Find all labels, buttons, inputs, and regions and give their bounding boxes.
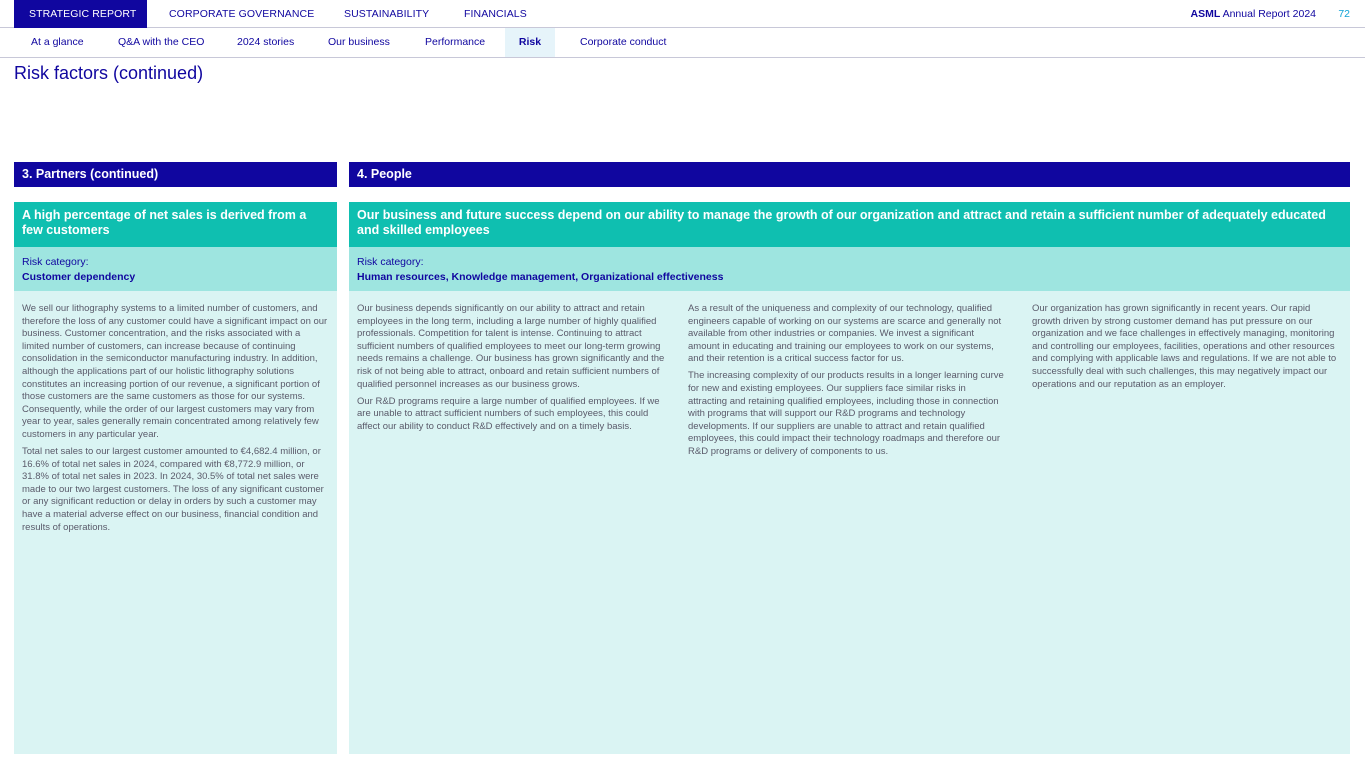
risk-card-customers (14, 202, 337, 754)
brand-suffix: Annual Report 2024 (1222, 8, 1316, 20)
subnav-at-a-glance[interactable]: At a glance (31, 36, 84, 48)
risk-category-value: Customer dependency (22, 271, 136, 283)
paragraph: Total net sales to our largest customer amounted to €4,682.4 million, or 16.6% of total net sales in 2024, compared with €8,772.9 million, or 31.8% of total net sales in 2023. In 2024, 30.5% of total net sales were made to our two largest customers. The loss of any significant customer or any significant reduction or delay in orders by such a customer may have a material adverse effect on our business, financial condition and results of operations. (22, 446, 324, 533)
paragraph: The increasing complexity of our products results in a longer learning curve for new and existing employees. Our suppliers face similar risks in attracting and retaining qualified employees, including those in connection with programs that will support our R&D programs and technology developments. If our suppliers are unable to attract and retain qualified employees, this could impact their technology roadmaps and therefore our R&D programs or delivery of components to us. (688, 370, 1004, 458)
risk-category (349, 247, 1350, 291)
text-column (357, 303, 672, 438)
paragraph: As a result of the uniqueness and complexity of our technology, qualified engineers capable of working on our systems are scarce and generally not available from other industries or companies. We invest a significant amount in educating and training our employees to work on our systems, and their retention is a critical success factor for us. (688, 303, 1002, 365)
brand-name: ASML (1190, 8, 1221, 20)
subnav-our-business[interactable]: Our business (328, 36, 390, 48)
text-column (1032, 303, 1340, 396)
risk-card-people (349, 202, 1350, 754)
tab-corporate-governance[interactable]: CORPORATE GOVERNANCE (169, 8, 315, 20)
paragraph: Our business depends significantly on our ability to attract and retain employees in the long term, including a large number of highly qualified professionals. Competition for talent is intense. Continuing to attract sufficient numbers of qualified employees to meet our long-term growing needs remains a challenge. Our business has grown significantly and the risk of not being able to attract, onboard and retain sufficient numbers of qualified personnel increases as our business grows. (357, 303, 665, 390)
paragraph: Our organization has grown significantly in recent years. Our rapid growth driven by strong customer demand has put pressure on our organization and we face challenges in effectively managing, monitoring and controlling our employees, facilities, operations and other resources and complying with applicable laws and regulations. If we are not able to successfully deal with such challenges, this may negatively impact our operations and our reputation as an employer. (1032, 303, 1337, 390)
risk-category-label: Risk category: (22, 256, 89, 268)
text-column (688, 303, 1006, 463)
section-bar-partners: 3. Partners (continued) (14, 162, 337, 187)
sub-navigation (0, 28, 1365, 58)
page-title: Risk factors (continued) (14, 63, 204, 83)
risk-category-value: Human resources, Knowledge management, Organizational effectiveness (357, 271, 724, 283)
subnav-performance[interactable]: Performance (425, 36, 486, 48)
section-bar-people: 4. People (349, 162, 1350, 187)
paragraph: We sell our lithography systems to a limited number of customers, and therefore the loss of any customer could have a significant impact on our business. Customer concentration, and the risks associated with a limited number of customers, can increase because of continuing consolidation in the semiconductor manufacturing industry. In addition, although the applications part of our holistic lithography solutions constitutes an increasing portion of our revenue, a significant portion of those customers are the same customers as those for our systems. Consequently, while the order of our largest customers may vary from year to year, sales generally remain concentrated among relatively few customers in any particular year. (22, 303, 328, 440)
paragraph: Our R&D programs require a large number of qualified employees. If we are unable to attract sufficient numbers of such employees, this could affect our ability to conduct R&D effectively and on a timely basis. (357, 395, 660, 432)
subnav-qa-with-ceo[interactable]: Q&A with the CEO (118, 36, 205, 48)
tab-financials[interactable]: FINANCIALS (464, 8, 527, 20)
report-title (1191, 0, 1317, 28)
subnav-risk[interactable]: Risk (505, 28, 555, 57)
risk-heading: A high percentage of net sales is derived from a few customers (14, 202, 337, 247)
risk-category-label: Risk category: (357, 256, 424, 268)
text-column (22, 303, 330, 539)
risk-heading: Our business and future success depend on our ability to manage the growth of our organization and attract and retain a sufficient number of adequately educated and skilled employees (349, 202, 1350, 247)
risk-category (14, 247, 337, 291)
page-number: 72 (1338, 8, 1350, 20)
tab-strategic-report[interactable]: STRATEGIC REPORT (14, 0, 147, 28)
top-navigation (0, 0, 1365, 28)
subnav-corporate-conduct[interactable]: Corporate conduct (580, 36, 667, 48)
subnav-2024-stories[interactable]: 2024 stories (237, 36, 295, 48)
tab-sustainability[interactable]: SUSTAINABILITY (344, 8, 430, 20)
